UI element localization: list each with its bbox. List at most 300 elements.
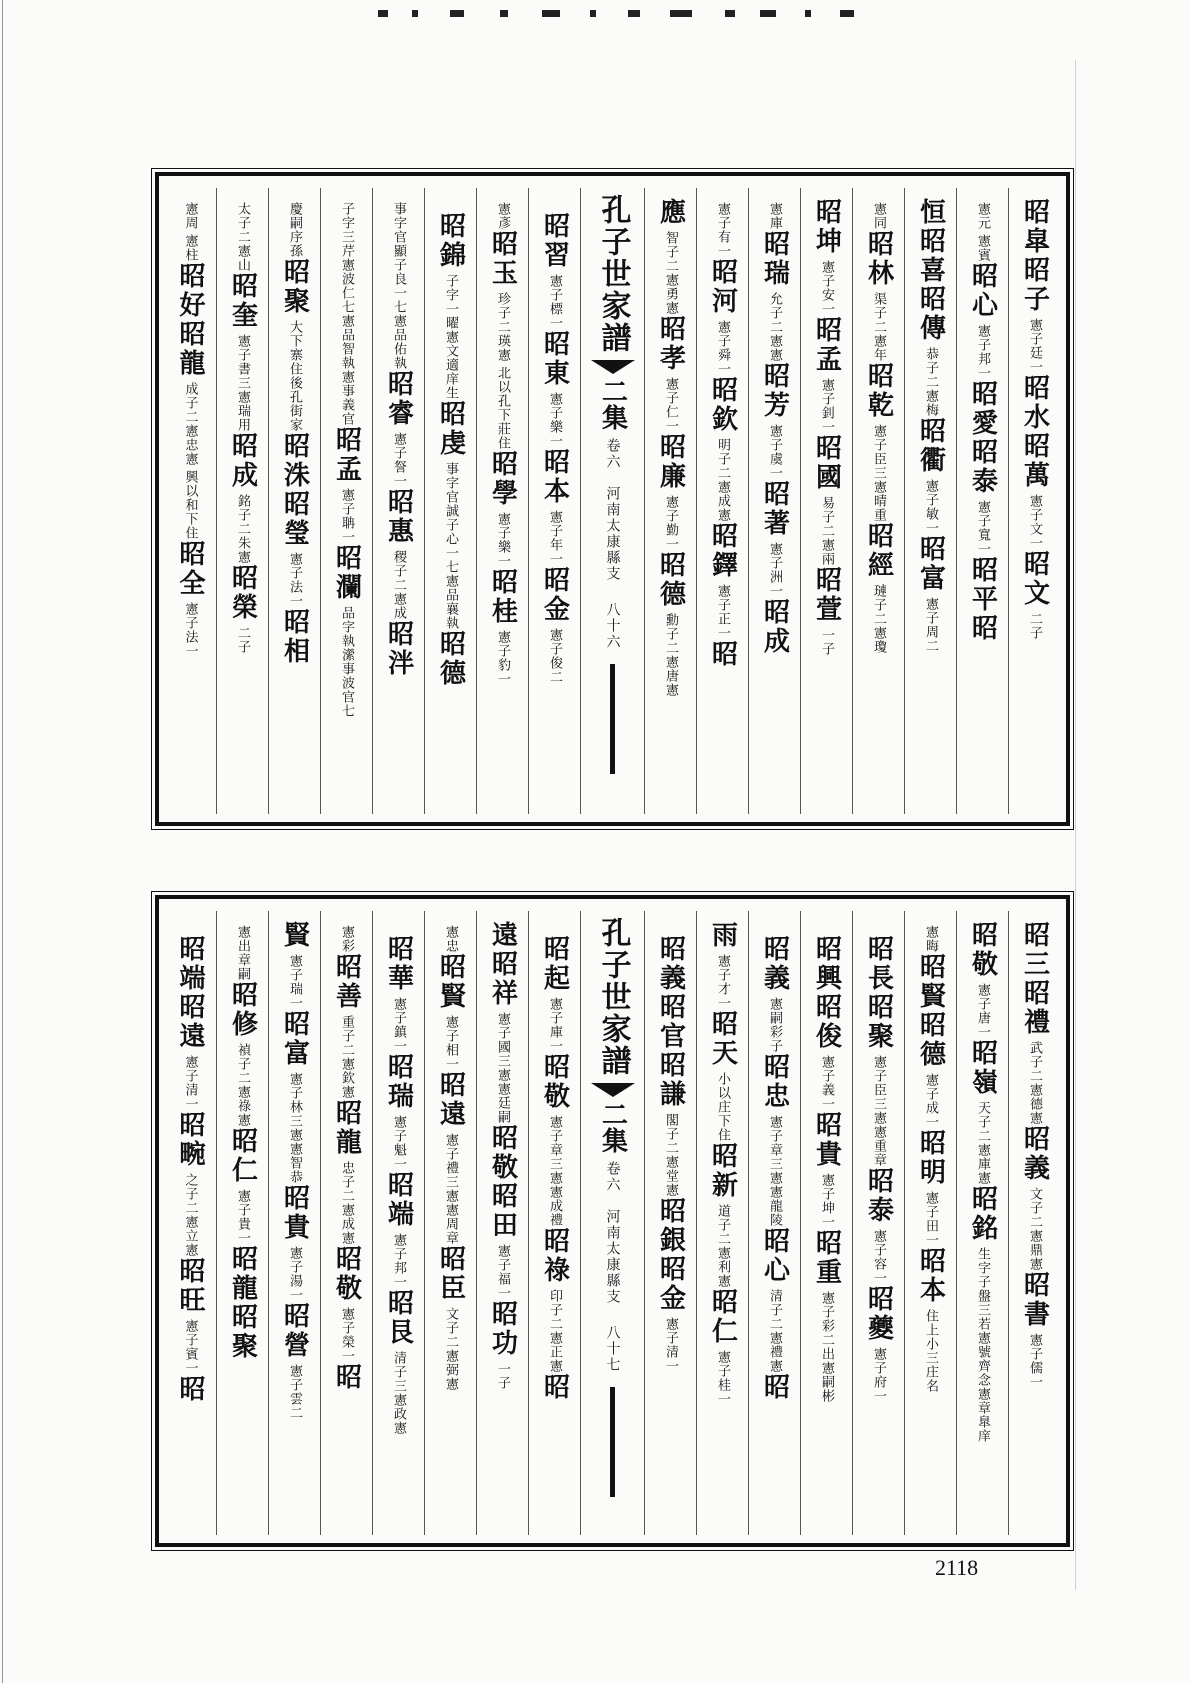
name-glyph: 華 bbox=[383, 964, 414, 993]
annotation-text: 憲同 bbox=[871, 202, 886, 230]
entry-column bbox=[528, 188, 580, 814]
annotation-text: 憲子書三憲瑞用 bbox=[235, 334, 250, 432]
book-title: 孔子世家譜 bbox=[595, 917, 631, 1077]
name-glyph: 昭 bbox=[967, 921, 998, 950]
annotation-text: 憲子正一 bbox=[715, 584, 730, 640]
name-glyph: 泰 bbox=[967, 467, 998, 496]
annotation-text: 之子二憲立憲 bbox=[182, 1173, 198, 1257]
annotation-text: 北以孔下莊住 bbox=[495, 366, 510, 450]
annotation-text: 禎子二憲祿憲 bbox=[235, 1043, 250, 1127]
name-glyph: 昭 bbox=[655, 1255, 686, 1284]
name-glyph: 昭 bbox=[1019, 550, 1050, 579]
entry-column bbox=[696, 188, 748, 814]
name-glyph: 營 bbox=[279, 1331, 310, 1360]
entry-column bbox=[372, 188, 424, 814]
name-glyph: 林 bbox=[863, 259, 894, 288]
name-glyph: 昭 bbox=[539, 1053, 570, 1082]
name-glyph: 昭 bbox=[863, 230, 894, 259]
annotation-text: 憲子魁一 bbox=[391, 1115, 406, 1171]
annotation-text: 憲子賓一 bbox=[182, 1319, 198, 1375]
annotation-text: 事字官誠子心一七憲品襄執 bbox=[443, 462, 458, 630]
annotation-text: 子字一曜憲文適庠生 bbox=[443, 274, 458, 400]
name-glyph: 昭 bbox=[227, 1127, 258, 1156]
annotation-text: 勳子二憲唐憲 bbox=[663, 613, 678, 697]
name-glyph: 昭 bbox=[1019, 198, 1050, 227]
name-glyph: 昭 bbox=[811, 1111, 842, 1140]
annotation-text: 憲元 bbox=[975, 202, 990, 230]
name-glyph: 金 bbox=[539, 595, 570, 624]
name-glyph: 昭 bbox=[967, 556, 998, 585]
name-glyph: 賢 bbox=[435, 982, 466, 1011]
name-glyph: 義 bbox=[759, 964, 790, 993]
annotation-text: 憲子鎮一 bbox=[391, 997, 406, 1053]
name-glyph: 昭 bbox=[915, 285, 946, 314]
annotation-text: 憲子榮一 bbox=[339, 1307, 354, 1363]
annotation-text: 憲子瑞一 bbox=[287, 954, 302, 1010]
annotation-text: 一子 bbox=[495, 1362, 510, 1390]
name-glyph: 孟 bbox=[331, 455, 362, 484]
name-glyph: 銀 bbox=[655, 1226, 686, 1255]
name-glyph: 忠 bbox=[759, 1082, 790, 1111]
name-glyph: 昭 bbox=[863, 993, 894, 1022]
name-glyph: 虔 bbox=[435, 429, 466, 458]
entry-column bbox=[216, 188, 268, 814]
name-glyph: 昭 bbox=[967, 1039, 998, 1068]
name-glyph: 昭 bbox=[811, 1229, 842, 1258]
name-glyph: 聚 bbox=[279, 287, 310, 316]
name-glyph: 昭 bbox=[707, 258, 738, 287]
annotation-text: 武子二憲德憲 bbox=[1027, 1041, 1042, 1125]
name-glyph: 昭 bbox=[915, 1247, 946, 1276]
name-glyph: 昭 bbox=[175, 320, 205, 349]
fishtail-mark bbox=[591, 360, 635, 374]
name-glyph: 昭 bbox=[487, 230, 518, 259]
annotation-text: 二子 bbox=[235, 626, 250, 654]
annotation-text: 憲子唐一 bbox=[975, 983, 990, 1039]
name-glyph: 奎 bbox=[227, 301, 258, 330]
name-glyph: 昭 bbox=[227, 1245, 258, 1274]
name-glyph: 昭 bbox=[227, 564, 258, 593]
name-glyph: 傳 bbox=[915, 314, 946, 343]
annotation-text: 憲子釗一 bbox=[819, 378, 834, 434]
annotation-text: 憲彩 bbox=[339, 925, 354, 953]
annotation-text: 憲子有一 bbox=[715, 202, 730, 258]
annotation-text: 印子二憲正憲 bbox=[547, 1289, 562, 1373]
entry-column bbox=[956, 911, 1008, 1535]
name-glyph: 昭 bbox=[487, 1300, 518, 1329]
name-glyph: 恒 bbox=[915, 198, 946, 227]
annotation-text: 憲子彩二出憲嗣彬 bbox=[819, 1291, 834, 1403]
name-glyph: 昭 bbox=[707, 1010, 738, 1039]
annotation-text: 憲子仁一 bbox=[663, 377, 678, 433]
name-glyph: 昭 bbox=[863, 362, 894, 391]
annotation-text: 憲子邦一 bbox=[391, 1233, 406, 1289]
section-label: 卷六 河南太康縣支 bbox=[604, 438, 621, 582]
annotation-text: 生字子盤三若憲號齊念憲章臯庠 bbox=[975, 1247, 990, 1443]
entry-column bbox=[320, 188, 372, 814]
annotation-text: 一子 bbox=[819, 628, 834, 656]
name-glyph: 昭 bbox=[539, 1227, 570, 1256]
name-glyph: 昭 bbox=[383, 935, 414, 964]
annotation-text: 憲子府一 bbox=[871, 1347, 886, 1403]
name-glyph: 昭 bbox=[655, 551, 686, 580]
name-glyph: 昭 bbox=[915, 227, 946, 256]
annotation-text: 憲子容一 bbox=[871, 1229, 886, 1285]
name-glyph: 萱 bbox=[811, 595, 842, 624]
name-glyph: 昭 bbox=[915, 417, 946, 446]
name-glyph: 遠 bbox=[175, 1022, 205, 1051]
name-glyph: 祿 bbox=[539, 1256, 570, 1285]
entry-column bbox=[644, 188, 696, 814]
annotation-text: 憲子邦一 bbox=[975, 324, 990, 380]
name-glyph: 嶺 bbox=[967, 1068, 998, 1097]
name-glyph: 昭 bbox=[331, 1245, 362, 1274]
name-glyph: 貴 bbox=[279, 1213, 310, 1242]
name-glyph: 敬 bbox=[331, 1274, 362, 1303]
name-glyph: 德 bbox=[915, 1040, 946, 1069]
annotation-text: 太子二憲山 bbox=[235, 202, 250, 272]
name-glyph: 夔 bbox=[863, 1314, 894, 1343]
annotation-text: 清子三憲政憲 bbox=[391, 1351, 406, 1435]
annotation-text: 閣子二憲堂憲 bbox=[663, 1113, 678, 1197]
annotation-text: 恭子二憲梅 bbox=[923, 347, 938, 417]
annotation-text: 珍子二瑛憲 bbox=[495, 292, 510, 362]
name-glyph: 鐸 bbox=[707, 551, 738, 580]
name-glyph: 孟 bbox=[811, 345, 842, 374]
name-glyph: 昭 bbox=[487, 1124, 518, 1153]
name-glyph: 三 bbox=[1019, 950, 1050, 979]
entry-column bbox=[852, 911, 904, 1535]
name-glyph: 昭 bbox=[655, 315, 686, 344]
name-glyph: 河 bbox=[707, 287, 738, 316]
annotation-text: 憲子桂一 bbox=[715, 1350, 730, 1406]
name-glyph: 田 bbox=[487, 1211, 518, 1240]
name-glyph: 功 bbox=[487, 1329, 518, 1358]
name-glyph: 貴 bbox=[811, 1140, 842, 1169]
name-glyph: 昭 bbox=[863, 1167, 894, 1196]
name-glyph: 昭 bbox=[811, 993, 842, 1022]
name-glyph: 昭 bbox=[759, 480, 790, 509]
center-title-column bbox=[580, 911, 644, 1535]
annotation-text: 憲子章三憲憲成禮 bbox=[547, 1115, 562, 1227]
name-glyph: 昭 bbox=[279, 432, 310, 461]
name-glyph: 昭 bbox=[331, 544, 362, 573]
entry-column bbox=[320, 911, 372, 1535]
name-glyph: 昭 bbox=[175, 540, 205, 569]
name-glyph: 書 bbox=[1019, 1300, 1050, 1329]
name-glyph: 昭 bbox=[1019, 374, 1050, 403]
annotation-text: 憲子法一 bbox=[287, 552, 302, 608]
annotation-text: 憲子詧一 bbox=[391, 432, 406, 488]
annotation-text: 清子二憲禮憲 bbox=[767, 1289, 782, 1373]
annotation-text: 憲嗣彩子 bbox=[767, 997, 782, 1053]
annotation-text: 憲子貴一 bbox=[235, 1189, 250, 1245]
annotation-text: 忠子二憲成憲 bbox=[339, 1161, 354, 1245]
name-glyph: 昭 bbox=[279, 1302, 310, 1331]
name-glyph: 坤 bbox=[811, 227, 842, 256]
name-glyph: 昭 bbox=[487, 568, 518, 597]
annotation-text: 憲子勤一 bbox=[663, 495, 678, 551]
annotation-text: 憲子樂一 bbox=[495, 512, 510, 568]
name-glyph: 仁 bbox=[707, 1317, 738, 1346]
annotation-text: 憲子樂一 bbox=[547, 392, 562, 448]
name-glyph: 衢 bbox=[915, 446, 946, 475]
name-glyph: 畹 bbox=[175, 1140, 205, 1169]
name-glyph: 旺 bbox=[175, 1286, 205, 1315]
name-glyph: 賢 bbox=[915, 982, 946, 1011]
annotation-text: 憲子舜一 bbox=[715, 320, 730, 376]
name-glyph: 昭 bbox=[759, 362, 790, 391]
annotation-text: 憲子法一 bbox=[182, 602, 198, 658]
name-glyph: 艮 bbox=[383, 1318, 414, 1347]
name-glyph: 昭 bbox=[655, 935, 686, 964]
name-glyph: 昭 bbox=[759, 1227, 790, 1256]
annotation-text: 憲子湯一 bbox=[287, 1246, 302, 1302]
entry-column bbox=[904, 911, 956, 1535]
entry-column bbox=[268, 188, 320, 814]
annotation-text: 子字三芹憲波仁七憲品智執憲事義官 bbox=[339, 202, 354, 426]
name-glyph: 心 bbox=[967, 291, 998, 320]
name-glyph: 瑞 bbox=[383, 1082, 414, 1111]
name-glyph: 昭 bbox=[539, 448, 570, 477]
annotation-text: 憲庫 bbox=[767, 202, 782, 230]
entry-column bbox=[1008, 911, 1060, 1535]
name-glyph: 玉 bbox=[487, 259, 518, 288]
name-glyph: 龍 bbox=[227, 1274, 258, 1303]
name-glyph: 瀾 bbox=[331, 573, 362, 602]
annotation-text: 憲子清一 bbox=[663, 1317, 678, 1373]
name-glyph: 昭 bbox=[279, 258, 310, 287]
annotation-text: 憲子福一 bbox=[495, 1244, 510, 1300]
name-glyph: 好 bbox=[175, 291, 205, 320]
name-glyph: 昭 bbox=[915, 535, 946, 564]
entry-column bbox=[644, 911, 696, 1535]
name-glyph: 成 bbox=[759, 627, 790, 656]
name-glyph: 龍 bbox=[331, 1128, 362, 1157]
name-glyph: 惠 bbox=[383, 517, 414, 546]
annotation-text: 憲子豹一 bbox=[495, 630, 510, 686]
name-glyph: 龍 bbox=[175, 349, 205, 378]
entry-column bbox=[372, 911, 424, 1535]
name-glyph: 禮 bbox=[1019, 1008, 1050, 1037]
annotation-text: 憲子清一 bbox=[182, 1055, 198, 1111]
annotation-text: 憲彥 bbox=[495, 202, 510, 230]
annotation-text: 憲子敏一 bbox=[923, 479, 938, 535]
entry-column bbox=[164, 911, 216, 1535]
entry-column bbox=[424, 911, 476, 1535]
name-glyph: 著 bbox=[759, 509, 790, 538]
entry-column bbox=[476, 911, 528, 1535]
annotation-text: 憲子禮三憲憲周章 bbox=[443, 1133, 458, 1245]
entry-column bbox=[476, 188, 528, 814]
annotation-text: 小以庄下住 bbox=[715, 1072, 730, 1142]
entry-column bbox=[748, 911, 800, 1535]
name-glyph: 昭 bbox=[383, 370, 414, 399]
annotation-text: 憲子年一 bbox=[547, 510, 562, 566]
name-glyph: 銘 bbox=[967, 1214, 998, 1243]
name-glyph: 昭 bbox=[175, 1111, 205, 1140]
name-glyph: 敬 bbox=[539, 1082, 570, 1111]
name-glyph: 官 bbox=[655, 1022, 686, 1051]
name-glyph: 重 bbox=[811, 1258, 842, 1287]
annotation-text: 憲子俊二 bbox=[547, 628, 562, 684]
name-glyph: 昭 bbox=[811, 198, 842, 227]
annotation-text: 慶嗣序孫 bbox=[287, 202, 302, 258]
annotation-text: 憲子雲二 bbox=[287, 1364, 302, 1420]
name-glyph: 臣 bbox=[435, 1274, 466, 1303]
name-glyph: 昭 bbox=[383, 1053, 414, 1082]
annotation-text: 易子二憲兩 bbox=[819, 496, 834, 566]
annotation-text: 憲子虞一 bbox=[767, 424, 782, 480]
name-glyph: 昭 bbox=[279, 608, 310, 637]
name-glyph: 金 bbox=[655, 1284, 686, 1313]
name-glyph: 萬 bbox=[1019, 461, 1050, 490]
annotation-text: 二子 bbox=[1027, 612, 1042, 640]
annotation-text: 文子二憲鼎憲 bbox=[1027, 1187, 1042, 1271]
name-glyph: 富 bbox=[279, 1039, 310, 1068]
fishtail-mark bbox=[591, 1083, 635, 1097]
name-glyph: 昭 bbox=[331, 426, 362, 455]
name-glyph: 起 bbox=[539, 964, 570, 993]
folio-number: 八十七 bbox=[604, 1325, 621, 1373]
name-glyph: 昭 bbox=[811, 935, 842, 964]
name-glyph: 昭 bbox=[811, 434, 842, 463]
entry-column bbox=[696, 911, 748, 1535]
name-glyph: 昭 bbox=[383, 488, 414, 517]
genealogy-panel-lower bbox=[155, 895, 1070, 1547]
name-glyph: 昭 bbox=[331, 953, 362, 982]
name-glyph: 明 bbox=[915, 1158, 946, 1187]
annotation-text: 興以和下住 bbox=[182, 470, 198, 540]
annotation-text: 憲子洲一 bbox=[767, 542, 782, 598]
entry-column bbox=[800, 188, 852, 814]
name-glyph: 聚 bbox=[863, 1022, 894, 1051]
annotation-text: 憲子坤一 bbox=[819, 1173, 834, 1229]
name-glyph: 昭 bbox=[383, 1289, 414, 1318]
annotation-text: 憲子聃一 bbox=[339, 488, 354, 544]
name-glyph: 昭 bbox=[331, 1363, 362, 1392]
name-glyph: 祥 bbox=[487, 979, 518, 1008]
name-glyph: 敬 bbox=[967, 950, 998, 979]
name-glyph: 昭 bbox=[915, 1129, 946, 1158]
name-glyph: 習 bbox=[539, 241, 570, 270]
entry-column bbox=[1008, 188, 1060, 814]
name-glyph: 雨 bbox=[707, 921, 738, 950]
name-glyph: 昭 bbox=[435, 400, 466, 429]
name-glyph: 昭 bbox=[811, 566, 842, 595]
entry-column bbox=[216, 911, 268, 1535]
name-glyph: 修 bbox=[227, 1010, 258, 1039]
annotation-text: 天子二憲庫憲 bbox=[975, 1101, 990, 1185]
name-glyph: 昭 bbox=[279, 1010, 310, 1039]
name-glyph: 昭 bbox=[383, 620, 414, 649]
annotation-text: 憲子周二 bbox=[923, 597, 938, 653]
page-number: 2118 bbox=[935, 1555, 979, 1580]
name-glyph: 昭 bbox=[707, 1142, 738, 1171]
name-glyph: 遠 bbox=[435, 1100, 466, 1129]
name-glyph: 本 bbox=[539, 477, 570, 506]
entry-column bbox=[268, 911, 320, 1535]
name-glyph: 文 bbox=[1019, 579, 1050, 608]
name-glyph: 昭 bbox=[1019, 1271, 1050, 1300]
annotation-text: 憲子庫一 bbox=[547, 997, 562, 1053]
folio-number: 八十六 bbox=[604, 602, 621, 650]
page-edge-line bbox=[1075, 60, 1076, 1590]
name-glyph: 昭 bbox=[539, 566, 570, 595]
entry-column bbox=[528, 911, 580, 1535]
entry-column bbox=[800, 911, 852, 1535]
name-glyph: 義 bbox=[655, 964, 686, 993]
book-title: 孔子世家譜 bbox=[595, 194, 631, 354]
entry-column bbox=[956, 188, 1008, 814]
name-glyph: 瑞 bbox=[759, 259, 790, 288]
center-title-column bbox=[580, 188, 644, 814]
name-glyph: 成 bbox=[227, 461, 258, 490]
name-glyph: 德 bbox=[655, 580, 686, 609]
annotation-text: 憲子儒一 bbox=[1027, 1333, 1042, 1389]
name-glyph: 昭 bbox=[759, 1373, 790, 1402]
name-glyph: 昭 bbox=[539, 212, 570, 241]
annotation-text: 憲子文一 bbox=[1027, 494, 1042, 550]
name-glyph: 新 bbox=[707, 1171, 738, 1200]
name-glyph: 昭 bbox=[539, 330, 570, 359]
name-glyph: 昭 bbox=[1019, 256, 1050, 285]
name-glyph: 泮 bbox=[383, 649, 414, 678]
name-glyph: 昭 bbox=[811, 316, 842, 345]
annotation-text: 憲子章三憲憲龍陵 bbox=[767, 1115, 782, 1227]
annotation-text: 憲出章嗣 bbox=[235, 925, 250, 981]
name-glyph: 洙 bbox=[279, 461, 310, 490]
name-glyph: 昭 bbox=[1019, 1125, 1050, 1154]
name-glyph: 昭 bbox=[227, 1303, 258, 1332]
annotation-text: 憲子成一 bbox=[923, 1073, 938, 1129]
annotation-text: 憲子寬一 bbox=[975, 500, 990, 556]
name-glyph: 昭 bbox=[759, 935, 790, 964]
name-glyph: 孝 bbox=[655, 344, 686, 373]
name-glyph: 昭 bbox=[707, 640, 738, 669]
annotation-text: 渠子二憲年 bbox=[871, 292, 886, 362]
annotation-text: 大下寨住後孔街家 bbox=[287, 320, 302, 432]
center-rule bbox=[610, 1387, 615, 1497]
name-glyph: 義 bbox=[1019, 1154, 1050, 1183]
name-glyph: 賢 bbox=[279, 921, 310, 950]
name-glyph: 廉 bbox=[655, 462, 686, 491]
name-glyph: 德 bbox=[435, 659, 466, 688]
annotation-text: 璉子二憲瓊 bbox=[871, 584, 886, 654]
cropped-top-text-strip bbox=[150, 8, 950, 20]
name-glyph: 本 bbox=[915, 1276, 946, 1305]
annotation-text: 憲子田一 bbox=[923, 1191, 938, 1247]
annotation-text: 憲晦 bbox=[923, 925, 938, 953]
center-rule bbox=[610, 664, 615, 774]
binding-edge-line bbox=[2, 0, 3, 1683]
name-glyph: 昭 bbox=[383, 1171, 414, 1200]
name-glyph: 昭 bbox=[863, 1285, 894, 1314]
name-glyph: 昭 bbox=[1019, 432, 1050, 461]
name-glyph: 富 bbox=[915, 564, 946, 593]
annotation-text: 稷子二憲成 bbox=[391, 550, 406, 620]
name-glyph: 昭 bbox=[915, 953, 946, 982]
name-glyph: 昭 bbox=[707, 522, 738, 551]
entry-column bbox=[424, 188, 476, 814]
annotation-text: 憲子義一 bbox=[819, 1055, 834, 1111]
name-glyph: 俊 bbox=[811, 1022, 842, 1051]
annotation-text: 文子二憲弼憲 bbox=[443, 1307, 458, 1391]
name-glyph: 昭 bbox=[539, 1373, 570, 1402]
annotation-text: 憲子才一 bbox=[715, 954, 730, 1010]
name-glyph: 昭 bbox=[967, 380, 998, 409]
name-glyph: 昭 bbox=[967, 438, 998, 467]
